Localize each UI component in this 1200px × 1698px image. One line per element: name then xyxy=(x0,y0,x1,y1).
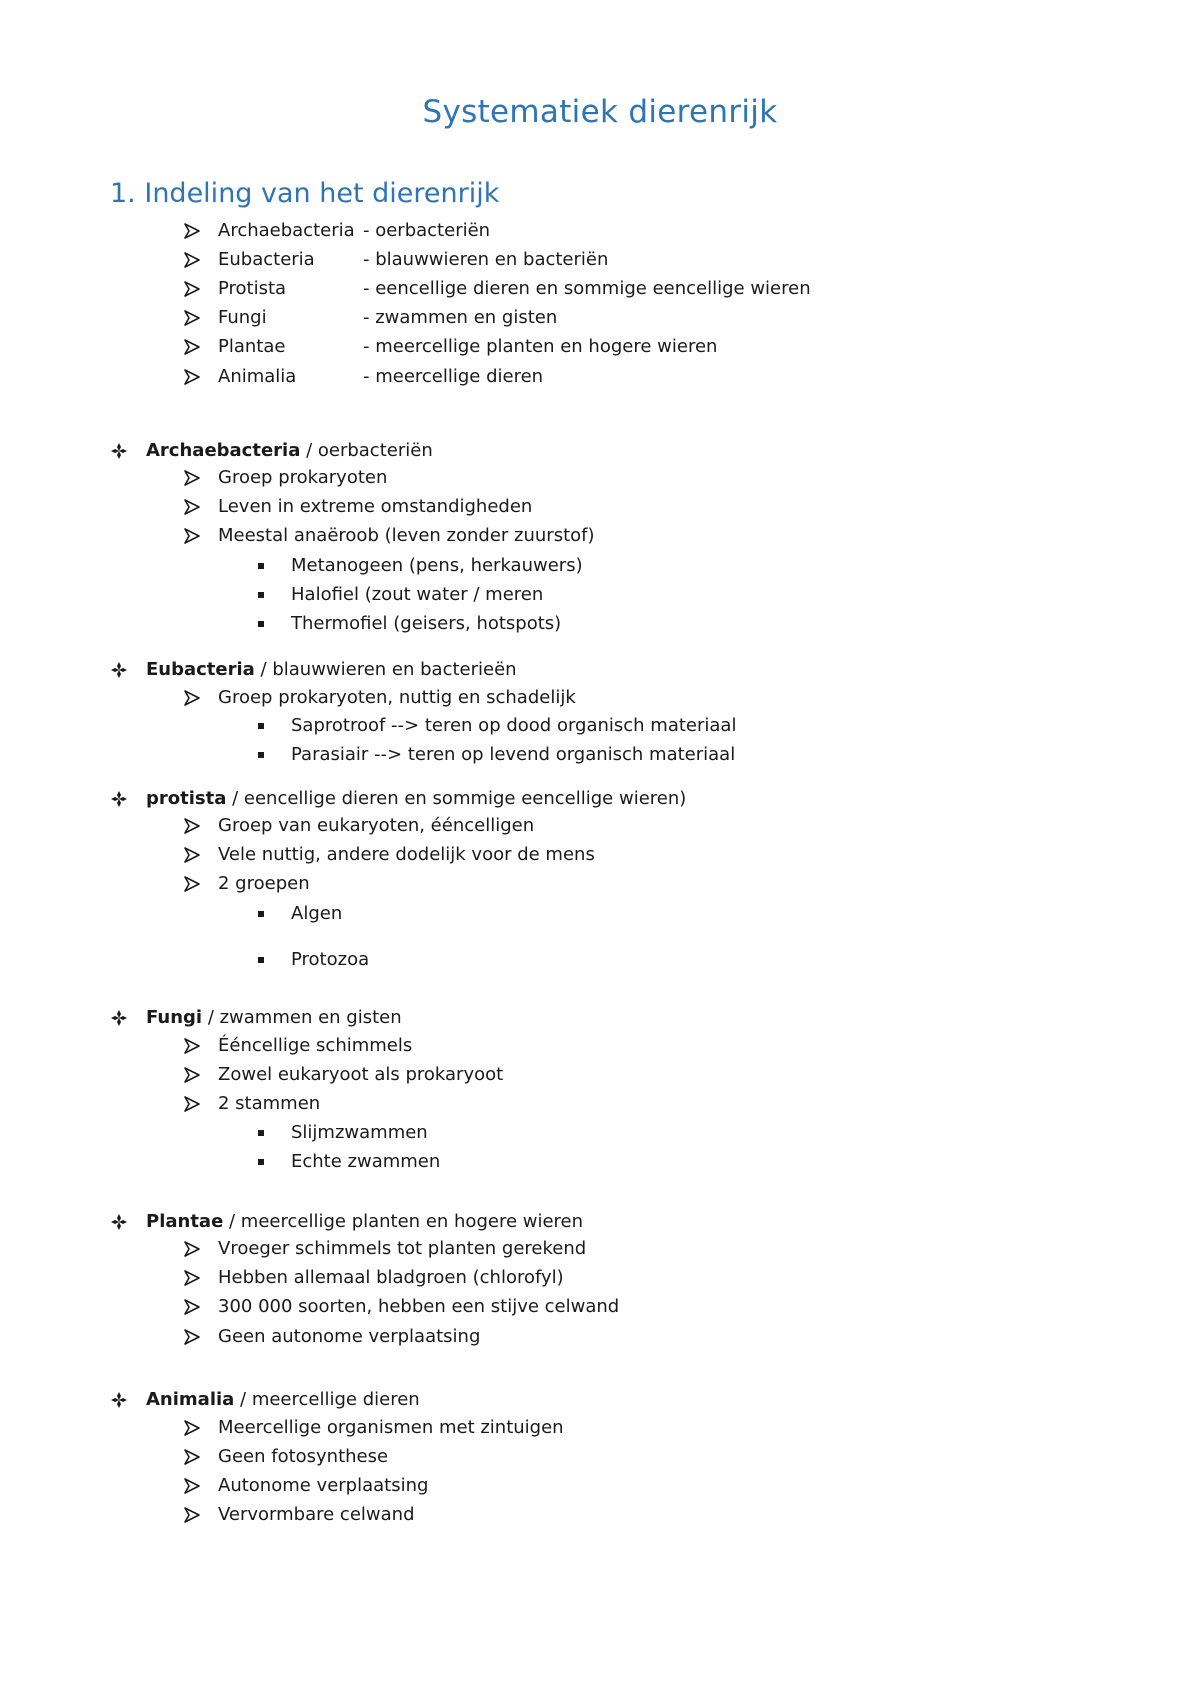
group-item: Ééncellige schimmels xyxy=(218,1035,413,1056)
arrow-bullet-icon xyxy=(183,1448,201,1466)
arrow-bullet-icon xyxy=(183,222,201,240)
square-bullet-icon xyxy=(258,957,264,963)
group-heading xyxy=(146,440,433,462)
overview-item-name: Eubacteria xyxy=(218,249,315,270)
overview-item-name: Protista xyxy=(218,278,287,299)
square-bullet-icon xyxy=(258,752,264,758)
group-subitem: Slijmzwammen xyxy=(291,1122,428,1143)
arrow-bullet-icon xyxy=(183,527,201,545)
group-desc: / meercellige dieren xyxy=(234,1389,420,1410)
arrow-bullet-icon xyxy=(183,1095,201,1113)
group-subitem: Thermofiel (geisers, hotspots) xyxy=(291,613,562,634)
overview-item-desc: - eencellige dieren en sommige eencellige wieren xyxy=(363,278,811,299)
group-item: Vele nuttig, andere dodelijk voor de mens xyxy=(218,844,595,865)
group-subitem: Halofiel (zout water / meren xyxy=(291,584,544,605)
group-item: Zowel eukaryoot als prokaryoot xyxy=(218,1064,504,1085)
group-desc: / meercellige planten en hogere wieren xyxy=(223,1211,584,1232)
overview-item-desc: - meercellige planten en hogere wieren xyxy=(363,336,718,357)
group-subitem: Protozoa xyxy=(291,949,370,970)
group-heading xyxy=(146,1007,402,1029)
square-bullet-icon xyxy=(258,1130,264,1136)
arrow-bullet-icon xyxy=(183,1240,201,1258)
group-name: Animalia xyxy=(146,1389,235,1410)
arrow-bullet-icon xyxy=(183,1066,201,1084)
group-heading xyxy=(146,1211,583,1233)
group-name: Archaebacteria xyxy=(146,440,301,461)
group-desc: / oerbacteriën xyxy=(300,440,433,461)
arrow-bullet-icon xyxy=(183,368,201,386)
diamond-bullet-icon xyxy=(110,442,128,460)
overview-item-desc: - blauwwieren en bacteriën xyxy=(363,249,609,270)
arrow-bullet-icon xyxy=(183,1037,201,1055)
arrow-bullet-icon xyxy=(183,1298,201,1316)
overview-item-desc: - meercellige dieren xyxy=(363,366,544,387)
arrow-bullet-icon xyxy=(183,469,201,487)
group-name: protista xyxy=(146,788,227,809)
group-heading xyxy=(146,788,686,810)
group-heading xyxy=(146,1389,420,1411)
group-item: Geen autonome verplaatsing xyxy=(218,1326,481,1347)
diamond-bullet-icon xyxy=(110,1009,128,1027)
group-item: Leven in extreme omstandigheden xyxy=(218,496,533,517)
group-name: Plantae xyxy=(146,1211,224,1232)
group-item: Vervormbare celwand xyxy=(218,1504,415,1525)
group-desc: / zwammen en gisten xyxy=(202,1007,402,1028)
group-subitem: Algen xyxy=(291,903,343,924)
group-name: Fungi xyxy=(146,1007,203,1028)
group-item: Autonome verplaatsing xyxy=(218,1475,429,1496)
square-bullet-icon xyxy=(258,911,264,917)
square-bullet-icon xyxy=(258,1159,264,1165)
group-subitem: Parasiair --> teren op levend organisch materiaal xyxy=(291,744,736,765)
group-desc: / eencellige dieren en sommige eencellige wieren) xyxy=(226,788,687,809)
overview-item-name: Animalia xyxy=(218,366,297,387)
group-item: Hebben allemaal bladgroen (chlorofyl) xyxy=(218,1267,564,1288)
arrow-bullet-icon xyxy=(183,1506,201,1524)
group-item: Geen fotosynthese xyxy=(218,1446,389,1467)
group-item: 2 stammen xyxy=(218,1093,321,1114)
group-item: Groep prokaryoten, nuttig en schadelijk xyxy=(218,687,576,708)
overview-item-desc: - oerbacteriën xyxy=(363,220,491,241)
document-title: Systematiek dierenrijk xyxy=(422,94,778,130)
group-subitem: Metanogeen (pens, herkauwers) xyxy=(291,555,583,576)
section-title: Indeling van het dierenrijk xyxy=(144,178,500,209)
group-desc: / blauwwieren en bacterieën xyxy=(254,659,517,680)
arrow-bullet-icon xyxy=(183,498,201,516)
arrow-bullet-icon xyxy=(183,875,201,893)
diamond-bullet-icon xyxy=(110,790,128,808)
section-heading xyxy=(110,178,499,209)
arrow-bullet-icon xyxy=(183,1328,201,1346)
arrow-bullet-icon xyxy=(183,1269,201,1287)
group-name: Eubacteria xyxy=(146,659,255,680)
arrow-bullet-icon xyxy=(183,689,201,707)
group-item: Groep prokaryoten xyxy=(218,467,388,488)
group-item: Meercellige organismen met zintuigen xyxy=(218,1417,564,1438)
arrow-bullet-icon xyxy=(183,1419,201,1437)
diamond-bullet-icon xyxy=(110,661,128,679)
overview-item-name: Plantae xyxy=(218,336,286,357)
overview-item-name: Archaebacteria xyxy=(218,220,355,241)
diamond-bullet-icon xyxy=(110,1391,128,1409)
arrow-bullet-icon xyxy=(183,817,201,835)
arrow-bullet-icon xyxy=(183,338,201,356)
arrow-bullet-icon xyxy=(183,251,201,269)
overview-item-name: Fungi xyxy=(218,307,267,328)
group-heading xyxy=(146,659,517,681)
group-item: Groep van eukaryoten, ééncelligen xyxy=(218,815,535,836)
group-item: Meestal anaëroob (leven zonder zuurstof) xyxy=(218,525,595,546)
square-bullet-icon xyxy=(258,592,264,598)
square-bullet-icon xyxy=(258,723,264,729)
group-item: 2 groepen xyxy=(218,873,310,894)
square-bullet-icon xyxy=(258,563,264,569)
square-bullet-icon xyxy=(258,621,264,627)
arrow-bullet-icon xyxy=(183,309,201,327)
overview-item-desc: - zwammen en gisten xyxy=(363,307,558,328)
group-subitem: Echte zwammen xyxy=(291,1151,441,1172)
diamond-bullet-icon xyxy=(110,1213,128,1231)
arrow-bullet-icon xyxy=(183,280,201,298)
group-subitem: Saprotroof --> teren op dood organisch materiaal xyxy=(291,715,737,736)
section-number: 1. xyxy=(110,178,136,209)
group-item: 300 000 soorten, hebben een stijve celwand xyxy=(218,1296,620,1317)
arrow-bullet-icon xyxy=(183,1477,201,1495)
group-item: Vroeger schimmels tot planten gerekend xyxy=(218,1238,587,1259)
arrow-bullet-icon xyxy=(183,846,201,864)
